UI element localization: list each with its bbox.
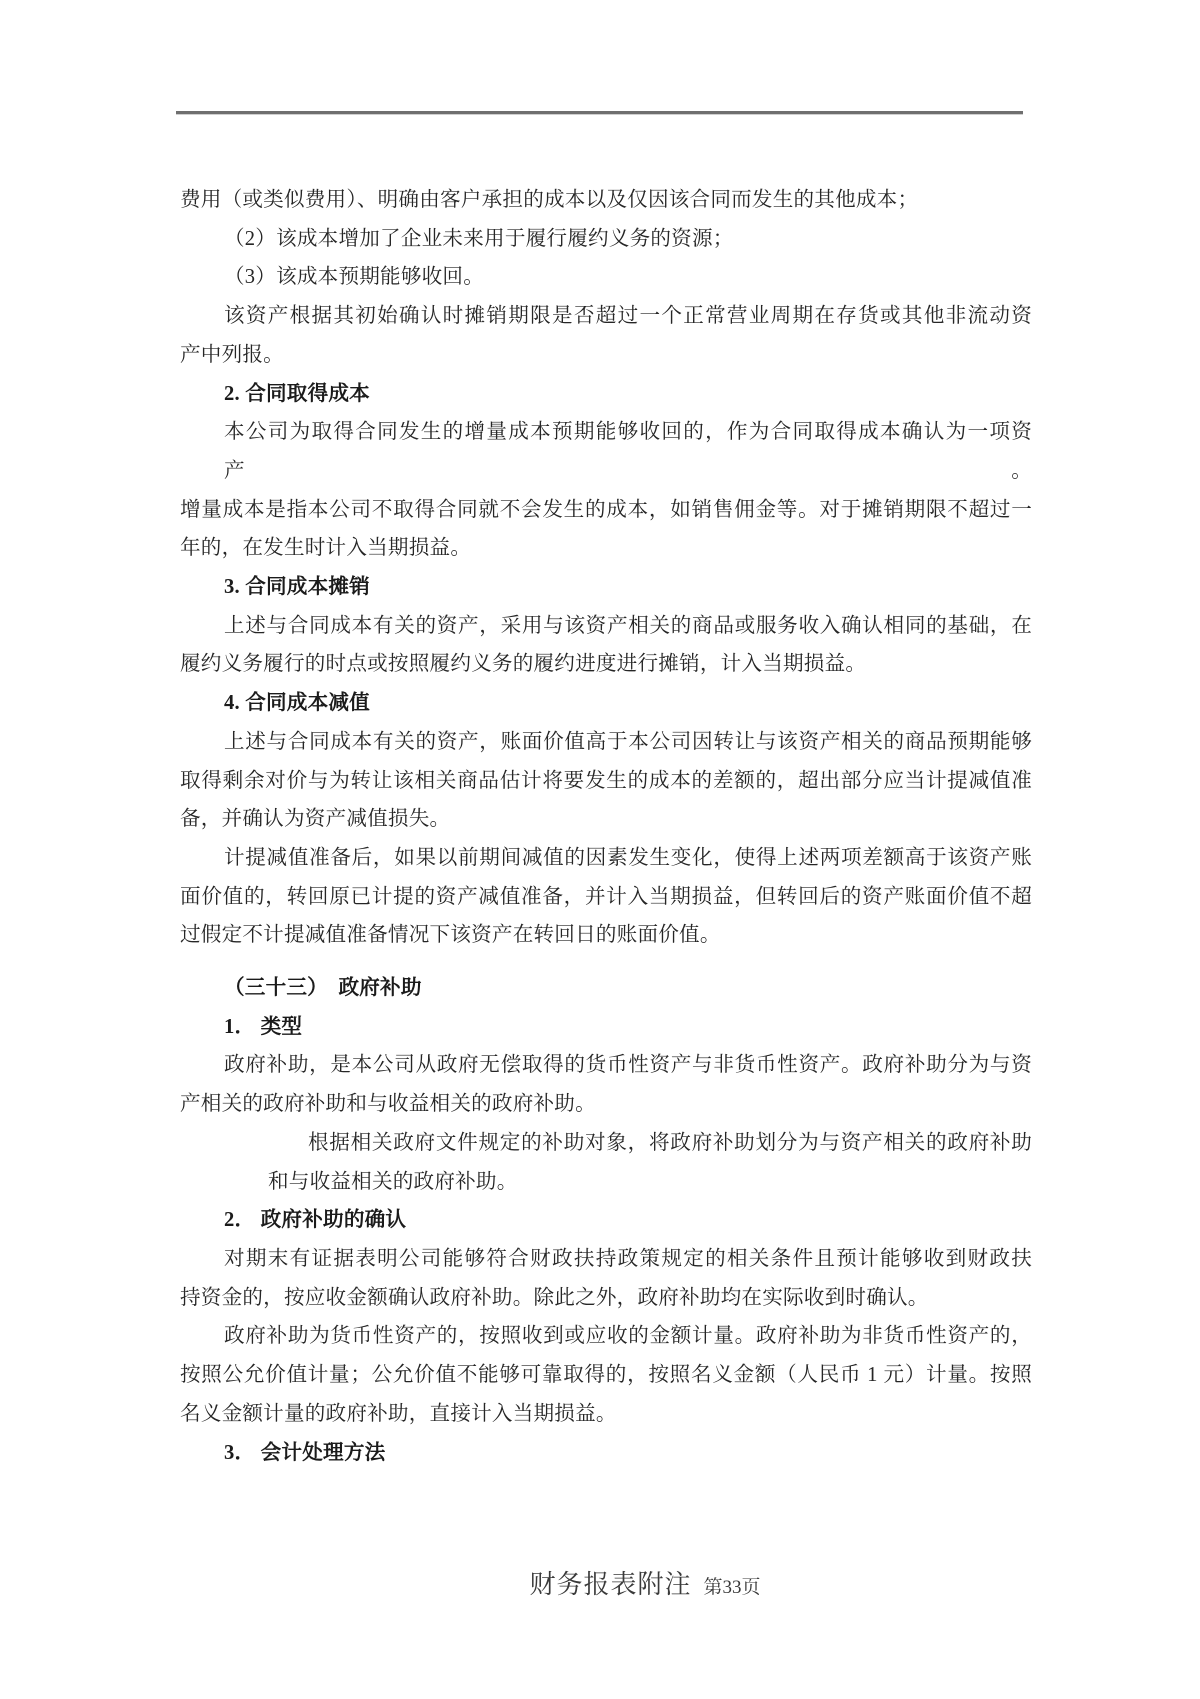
- page-footer: [45, 1564, 1200, 1601]
- heading-line: 3. 合同成本摊销: [224, 576, 370, 599]
- document-body: [180, 181, 1032, 1472]
- heading-line: 3． 会计处理方法: [224, 1441, 386, 1464]
- text-line: 该资产根据其初始确认时摊销期限是否超过一个正常营业周期在存货或其他非流动资: [224, 305, 1032, 328]
- text-line: 持资金的，按应收金额确认政府补助。除此之外，政府补助均在实际收到时确认。: [180, 1286, 929, 1309]
- heading-line: 1． 类型: [224, 1015, 303, 1038]
- header-divider: [176, 111, 1023, 115]
- footer-page-number: 第33页: [703, 1577, 761, 1598]
- text-line: 对期末有证据表明公司能够符合财政扶持政策规定的相关条件且预计能够收到财政扶: [224, 1247, 1032, 1270]
- heading-line: （三十三） 政府补助: [224, 977, 422, 1000]
- text-line: 备，并确认为资产减值损失。: [180, 808, 451, 831]
- text-line: 计提减值准备后，如果以前期间减值的因素发生变化，使得上述两项差额高于该资产账: [224, 846, 1032, 869]
- text-line: 名义金额计量的政府补助，直接计入当期损益。: [180, 1402, 617, 1425]
- text-line: 费用（或类似费用）、明确由客户承担的成本以及仅因该合同而发生的其他成本；: [180, 189, 919, 211]
- text-line: 过假定不计提减值准备情况下该资产在转回日的账面价值。: [180, 924, 721, 947]
- text-line: 根据相关政府文件规定的补助对象，将政府补助划分为与资产相关的政府补助: [308, 1131, 1032, 1154]
- text-line: 政府补助，是本公司从政府无偿取得的货币性资产与非货币性资产。政府补助分为与资: [224, 1054, 1032, 1077]
- text-line: 上述与合同成本有关的资产，账面价值高于本公司因转让与该资产相关的商品预期能够: [224, 730, 1032, 753]
- text-line: （2）该成本增加了企业未来用于履行履约义务的资源；: [224, 227, 734, 250]
- heading-line: 2. 合同取得成本: [224, 382, 370, 405]
- text-line: 本公司为取得合同发生的增量成本预期能够收回的，作为合同取得成本确认为一项资产。: [224, 421, 1032, 482]
- text-line: 产相关的政府补助和与收益相关的政府补助。: [180, 1093, 596, 1116]
- text-line: 面价值的，转回原已计提的资产减值准备，并计入当期损益，但转回后的资产账面价值不超: [180, 885, 1032, 908]
- text-line: 上述与合同成本有关的资产，采用与该资产相关的商品或服务收入确认相同的基础，在: [224, 614, 1032, 637]
- text-line: 取得剩余对价与为转让该相关商品估计将要发生的成本的差额的，超出部分应当计提减值准: [180, 769, 1032, 792]
- text-line: 政府补助为货币性资产的，按照收到或应收的金额计量。政府补助为非货币性资产的，: [224, 1325, 1032, 1348]
- text-line: 按照公允价值计量；公允价值不能够可靠取得的，按照名义金额（人民币 1 元）计量。按照: [180, 1364, 1032, 1387]
- heading-line: 2． 政府补助的确认: [224, 1209, 407, 1232]
- text-line: （3）该成本预期能够收回。: [224, 266, 485, 289]
- text-line: 产中列报。: [180, 343, 284, 366]
- footer-title: 财务报表附注: [529, 1570, 692, 1599]
- heading-line: 4. 合同成本减值: [224, 692, 370, 715]
- text-line: 履约义务履行的时点或按照履约义务的履约进度进行摊销，计入当期损益。: [180, 653, 867, 676]
- text-line: 和与收益相关的政府补助。: [268, 1170, 518, 1193]
- text-line: 增量成本是指本公司不取得合同就不会发生的成本，如销售佣金等。对于摊销期限不超过一: [180, 498, 1032, 521]
- text-line: 年的，在发生时计入当期损益。: [180, 537, 472, 560]
